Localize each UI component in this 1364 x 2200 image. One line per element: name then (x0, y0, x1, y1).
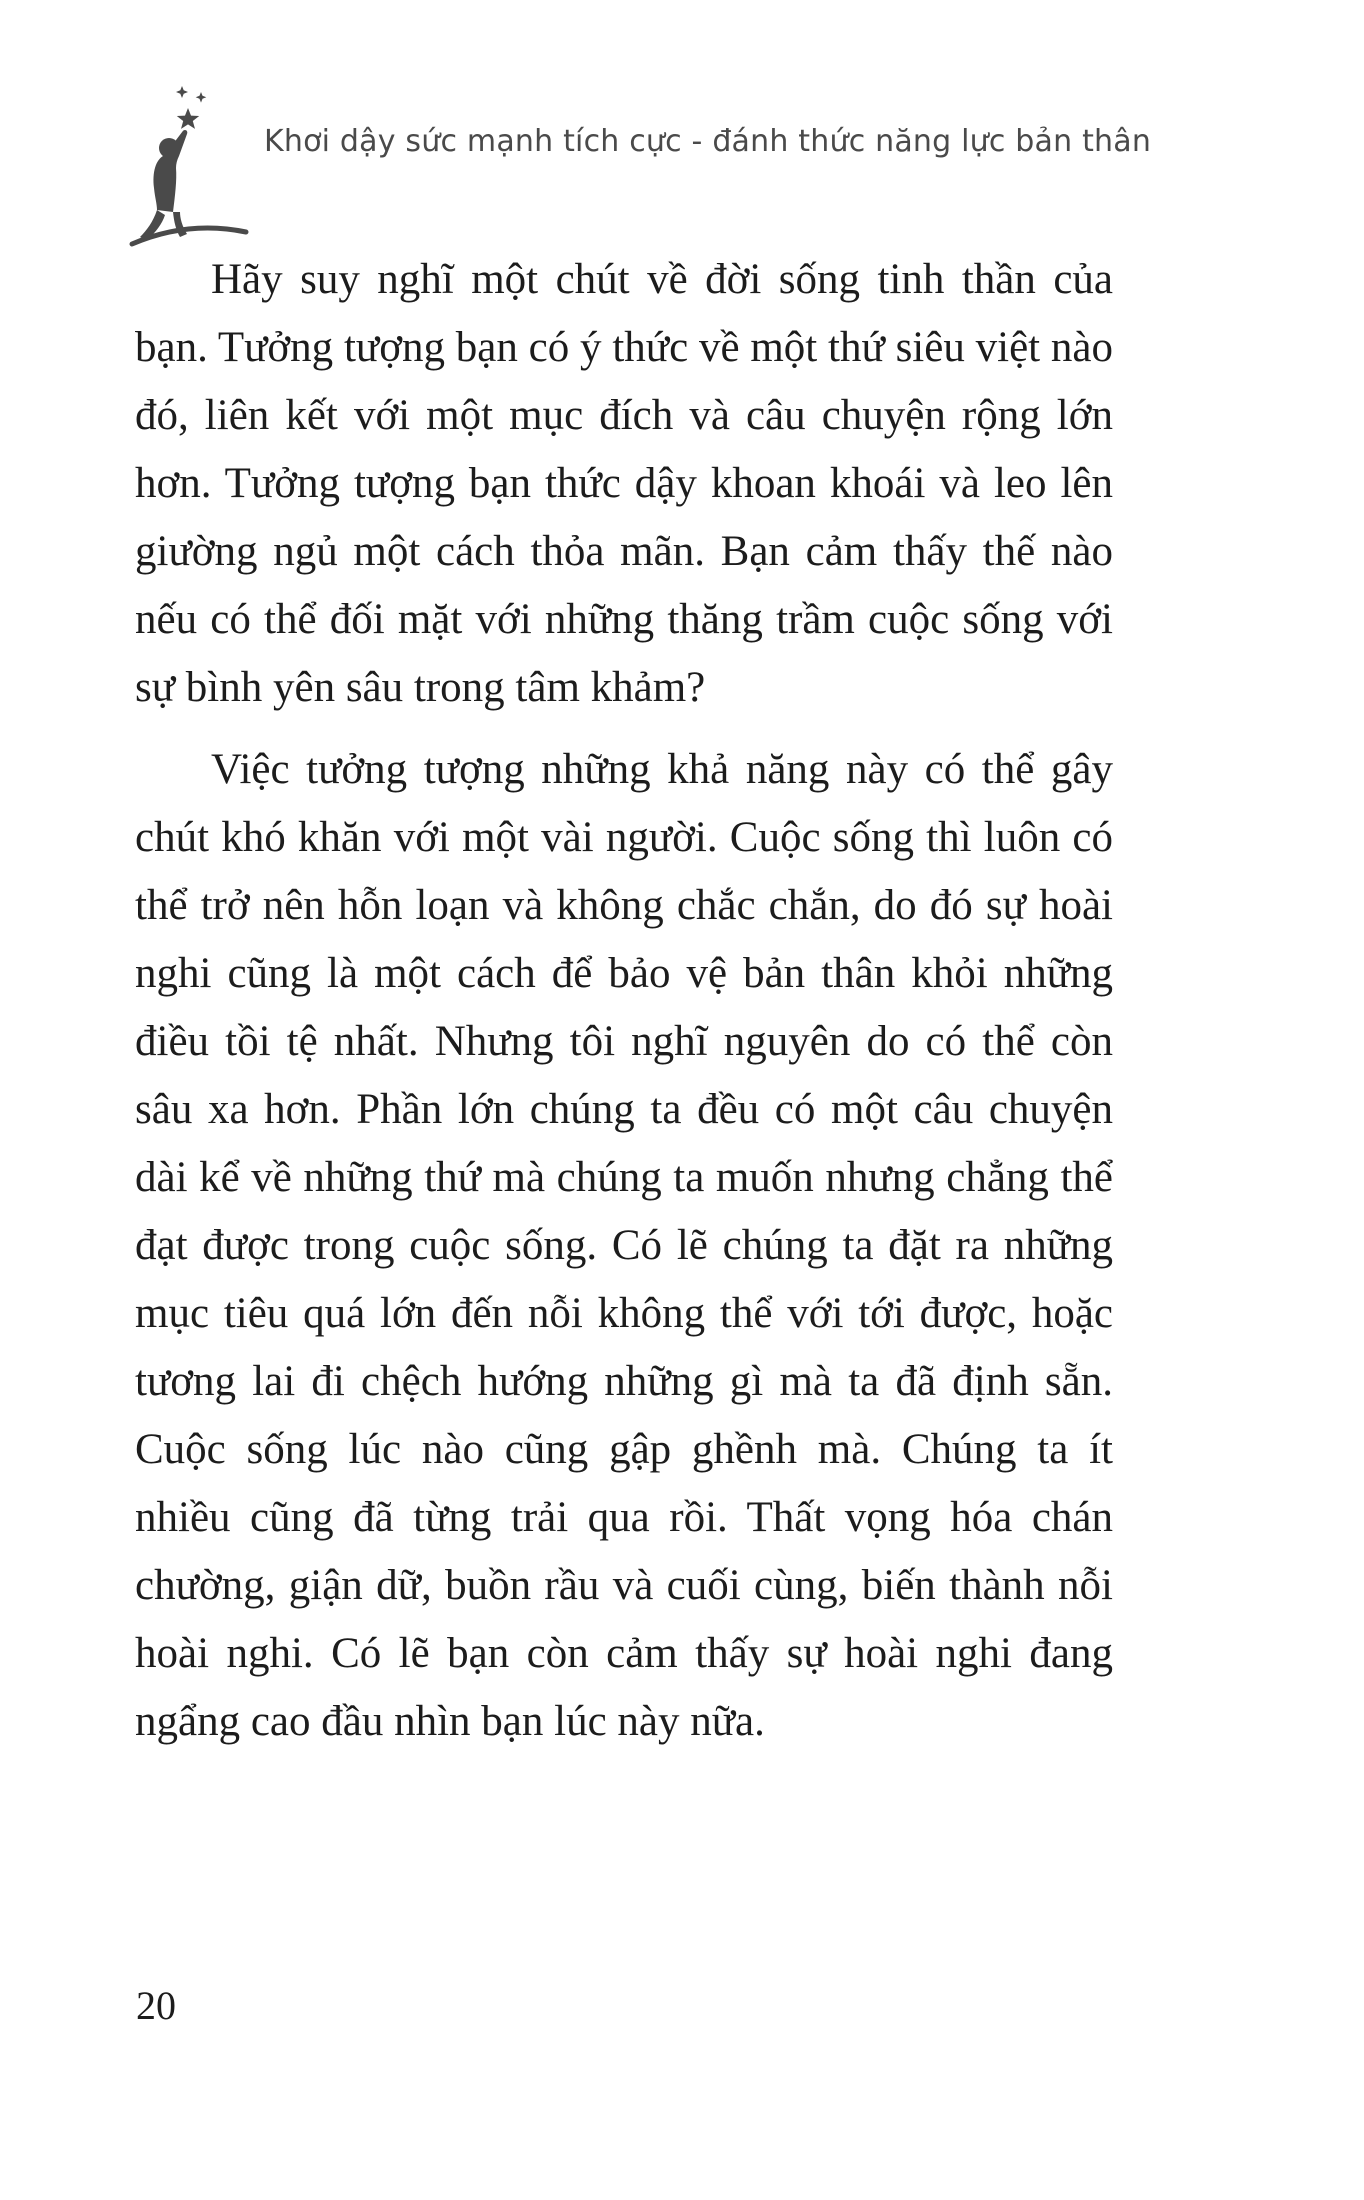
page-body (135, 246, 1113, 1756)
page-number: 20 (136, 1983, 176, 2028)
paragraph-2: Việc tưởng tượng những khả năng này có thể gây chút khó khăn với một vài người. Cuộc sống thì luôn có thể trở nên hỗn loạn và không chắc chắn, do đó sự hoài nghi cũng là một cách để bảo vệ bản thân khỏi những điều tồi tệ nhất. Nhưng tôi nghĩ nguyên do có thể còn sâu xa hơn. Phần lớn chúng ta đều có một câu chuyện dài kể về những thứ mà chúng ta muốn nhưng chẳng thể đạt được trong cuộc sống. Có lẽ chúng ta đặt ra những mục tiêu quá lớn đến nỗi không thể với tới được, hoặc tương lai đi chệch hướng những gì mà ta đã định sẵn. Cuộc sống lúc nào cũng gập ghềnh mà. Chúng ta ít nhiều cũng đã từng trải qua rồi. Thất vọng hóa chán chường, giận dữ, buồn rầu và cuối cùng, biến thành nỗi hoài nghi. Có lẽ bạn còn cảm thấy sự hoài nghi đang ngẩng cao đầu nhìn bạn lúc này nữa. (135, 746, 1113, 1745)
running-head-title: Khơi dậy sức mạnh tích cực - đánh thức năng lực bản thân (264, 124, 1152, 159)
page-header (128, 82, 1151, 254)
person-reaching-stars-icon (128, 82, 250, 254)
paragraph-1: Hãy suy nghĩ một chút về đời sống tinh thần của bạn. Tưởng tượng bạn có ý thức về một thứ siêu việt nào đó, liên kết với một mục đích và câu chuyện rộng lớn hơn. Tưởng tượng bạn thức dậy khoan khoái và leo lên giường ngủ một cách thỏa mãn. Bạn cảm thấy thế nào nếu có thể đối mặt với những thăng trầm cuộc sống với sự bình yên sâu trong tâm khảm? (135, 256, 1113, 711)
